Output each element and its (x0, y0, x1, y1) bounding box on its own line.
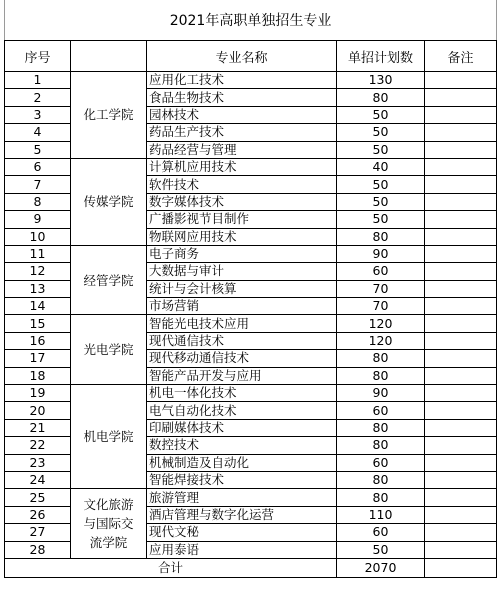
note-cell (425, 263, 497, 280)
total-label: 合计 (5, 558, 337, 577)
major-name: 统计与会计核算 (147, 280, 337, 297)
table-body (5, 72, 497, 559)
quota-value: 60 (337, 263, 425, 280)
quota-value: 50 (337, 141, 425, 158)
row-number: 19 (5, 385, 71, 402)
row-number: 6 (5, 158, 71, 175)
college-name (71, 315, 147, 385)
college-label: 机电学院 (83, 429, 134, 445)
row-number: 25 (5, 489, 71, 506)
quota-value: 60 (337, 454, 425, 471)
note-cell (425, 367, 497, 384)
note-cell (425, 298, 497, 315)
table-title: 2021年高职单独招生专业 (5, 0, 497, 41)
major-name: 药品经营与管理 (147, 141, 337, 158)
row-number: 20 (5, 402, 71, 419)
quota-value: 80 (337, 367, 425, 384)
quota-value: 120 (337, 315, 425, 332)
note-cell (425, 437, 497, 454)
note-cell (425, 193, 497, 210)
major-name: 智能焊接技术 (147, 471, 337, 488)
quota-value: 110 (337, 506, 425, 523)
quota-value: 60 (337, 402, 425, 419)
note-cell (425, 419, 497, 436)
row-number: 11 (5, 245, 71, 262)
major-name: 旅游管理 (147, 489, 337, 506)
row-number: 2 (5, 89, 71, 106)
row-number: 21 (5, 419, 71, 436)
major-name: 计算机应用技术 (147, 158, 337, 175)
major-name: 数控技术 (147, 437, 337, 454)
table-row (5, 158, 497, 175)
header-college (71, 41, 147, 72)
quota-value: 50 (337, 211, 425, 228)
note-cell (425, 245, 497, 262)
college-name (71, 385, 147, 489)
major-name: 电气自动化技术 (147, 402, 337, 419)
row-number: 15 (5, 315, 71, 332)
note-cell (425, 124, 497, 141)
row-number: 28 (5, 541, 71, 558)
quota-value: 70 (337, 280, 425, 297)
table-row (5, 385, 497, 402)
major-name: 现代移动通信技术 (147, 350, 337, 367)
total-row (5, 558, 497, 577)
major-name: 物联网应用技术 (147, 228, 337, 245)
row-number: 12 (5, 263, 71, 280)
note-cell (425, 489, 497, 506)
major-name: 软件技术 (147, 176, 337, 193)
row-number: 14 (5, 298, 71, 315)
major-name: 电子商务 (147, 245, 337, 262)
row-number: 8 (5, 193, 71, 210)
college-label: 传媒学院 (83, 194, 134, 210)
header-quota: 单招计划数 (337, 41, 425, 72)
note-cell (425, 541, 497, 558)
quota-value: 50 (337, 193, 425, 210)
header-row (5, 41, 497, 72)
row-number: 16 (5, 332, 71, 349)
note-cell (425, 454, 497, 471)
quota-value: 90 (337, 245, 425, 262)
note-cell (425, 524, 497, 541)
row-number: 4 (5, 124, 71, 141)
row-number: 13 (5, 280, 71, 297)
header-major: 专业名称 (147, 41, 337, 72)
major-name: 机电一体化技术 (147, 385, 337, 402)
table-row (5, 315, 497, 332)
row-number: 3 (5, 106, 71, 123)
note-cell (425, 72, 497, 89)
quota-value: 80 (337, 437, 425, 454)
major-name: 现代通信技术 (147, 332, 337, 349)
college-name (71, 158, 147, 245)
note-cell (425, 89, 497, 106)
row-number: 5 (5, 141, 71, 158)
row-number: 23 (5, 454, 71, 471)
table-row (5, 489, 497, 506)
note-cell (425, 176, 497, 193)
header-note: 备注 (425, 41, 497, 72)
quota-value: 50 (337, 541, 425, 558)
row-number: 24 (5, 471, 71, 488)
major-name: 印刷媒体技术 (147, 419, 337, 436)
major-name: 广播影视节目制作 (147, 211, 337, 228)
quota-value: 50 (337, 124, 425, 141)
note-cell (425, 315, 497, 332)
row-number: 26 (5, 506, 71, 523)
note-cell (425, 211, 497, 228)
row-number: 10 (5, 228, 71, 245)
major-name: 大数据与审计 (147, 263, 337, 280)
major-name: 应用化工技术 (147, 72, 337, 89)
note-cell (425, 228, 497, 245)
note-cell (425, 385, 497, 402)
major-name: 智能产品开发与应用 (147, 367, 337, 384)
row-number: 7 (5, 176, 71, 193)
college-name (71, 72, 147, 159)
row-number: 1 (5, 72, 71, 89)
quota-value: 50 (337, 106, 425, 123)
quota-value: 80 (337, 89, 425, 106)
header-no: 序号 (5, 41, 71, 72)
note-cell (425, 158, 497, 175)
note-cell (425, 141, 497, 158)
major-name: 应用泰语 (147, 541, 337, 558)
note-cell (425, 350, 497, 367)
college-label: 经管学院 (83, 272, 134, 288)
row-number: 9 (5, 211, 71, 228)
row-number: 22 (5, 437, 71, 454)
quota-value: 80 (337, 350, 425, 367)
row-number: 18 (5, 367, 71, 384)
note-cell (425, 506, 497, 523)
quota-value: 50 (337, 176, 425, 193)
table-row (5, 72, 497, 89)
quota-value: 90 (337, 385, 425, 402)
note-cell (425, 280, 497, 297)
total-quota: 2070 (337, 558, 425, 577)
major-name: 园林技术 (147, 106, 337, 123)
quota-value: 80 (337, 419, 425, 436)
college-label: 化工学院 (83, 107, 134, 123)
row-number: 27 (5, 524, 71, 541)
quota-value: 80 (337, 489, 425, 506)
quota-value: 80 (337, 228, 425, 245)
quota-value: 70 (337, 298, 425, 315)
college-label: 文化旅游与国际交流学院 (83, 497, 134, 551)
major-name: 数字媒体技术 (147, 193, 337, 210)
major-name: 酒店管理与数字化运营 (147, 506, 337, 523)
note-cell (425, 106, 497, 123)
quota-value: 60 (337, 524, 425, 541)
enrollment-table (4, 0, 497, 578)
major-name: 现代文秘 (147, 524, 337, 541)
major-name: 市场营销 (147, 298, 337, 315)
note-cell (425, 402, 497, 419)
quota-value: 120 (337, 332, 425, 349)
total-note (425, 558, 497, 577)
college-name (71, 245, 147, 315)
note-cell (425, 332, 497, 349)
college-name (71, 489, 147, 559)
college-label: 光电学院 (83, 342, 134, 358)
quota-value: 40 (337, 158, 425, 175)
quota-value: 80 (337, 471, 425, 488)
major-name: 药品生产技术 (147, 124, 337, 141)
table-row (5, 245, 497, 262)
quota-value: 130 (337, 72, 425, 89)
major-name: 食品生物技术 (147, 89, 337, 106)
row-number: 17 (5, 350, 71, 367)
major-name: 机械制造及自动化 (147, 454, 337, 471)
major-name: 智能光电技术应用 (147, 315, 337, 332)
note-cell (425, 471, 497, 488)
